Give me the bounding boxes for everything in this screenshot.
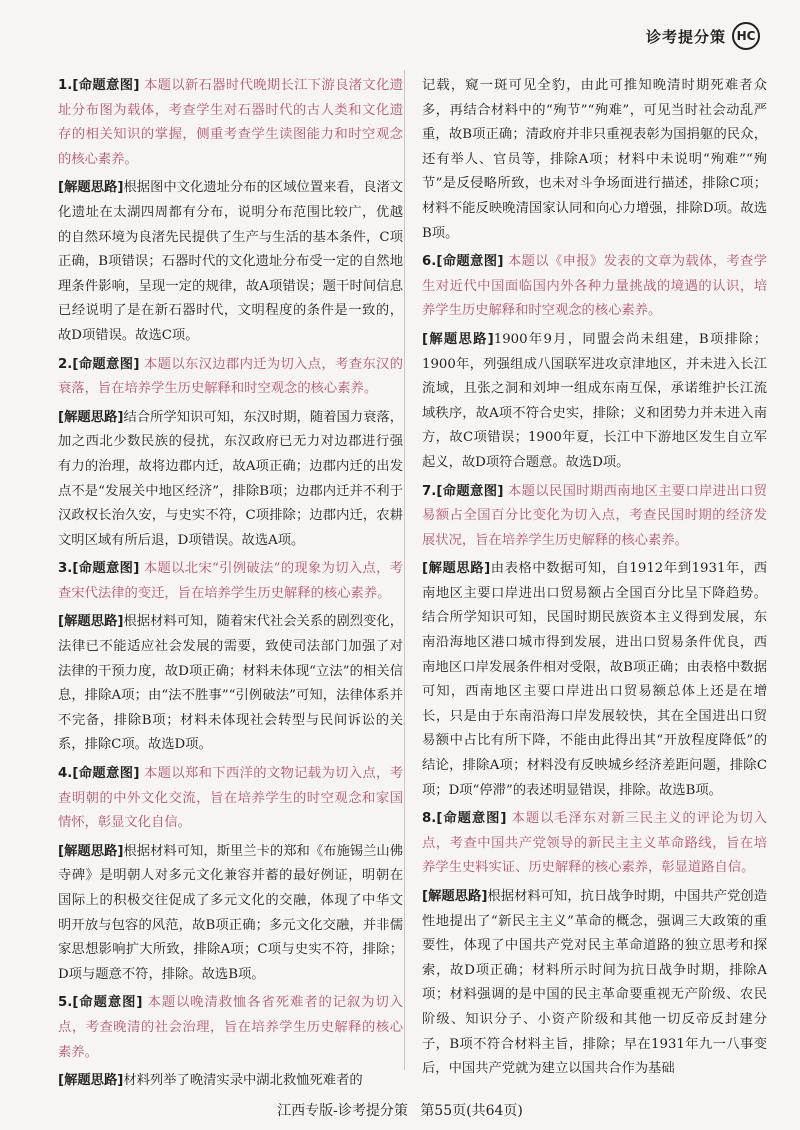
- approach-label: 解题思路: [64, 614, 118, 630]
- item-intent: 本题以晚清救恤各省死难者的记叙为切入点，考查晚清的社会治理，旨在培养学生历史解释的核心素养。: [58, 995, 404, 1060]
- approach-label: 解题思路: [428, 889, 482, 904]
- approach-label: 解题思路: [64, 180, 118, 196]
- approach-label: 解题思路: [64, 1073, 118, 1089]
- item-intent: 本题以东汉边郡内迁为切入点，考查东汉的衰落，旨在培养学生历史解释和时空观念的核心素养。: [58, 356, 404, 397]
- intent-label: 命题意图: [78, 78, 134, 93]
- item-approach: 根据材料可知，抗日战争时期，中国共产党创造性地提出了“新民主主义”革命的概念，强调三大政策的重要性，体现了中国共产党对民主革命道路的独立思考和探索，故D项正确；材料所示时间为抗日战争时期，排除A项；材料强调的是中国的民主革命要重视无产阶级、农民阶级、知识分子、小资产阶级和其他一切反帝反封建分子，B项不符合材料主旨，排除；早在1931年九一八事变后，中国共产党就为建立以国共合作为基础: [422, 889, 768, 1077]
- item-continuation: 记载，窥一斑可见全豹，由此可推知晚清时期死难者众多，再结合材料中的“殉节”“殉难”，可见当时社会动乱严重，故B项正确；清政府并非只重视表彰为国捐躯的民众，还有举人、官员等，排除A项；材料中未说明“殉难”“殉节”是反侵略所致，也未对斗争场面进行描述，排除C项；材料不能反映晚清国家认同和向心力增强，排除D项。故选B项。: [422, 78, 767, 241]
- brand-title: 诊考提分策: [645, 27, 726, 46]
- item-approach: 结合所学知识可知，东汉时期，随着国力衰落，加之西北少数民族的侵扰，东汉政府已无力对边郡进行强有力的治理，故将边郡内迁，故A项正确；边郡内迁的出发点不是“发展关中地区经济”，排除B项；边郡内迁并不利于汉政权长治久安，与史实不符，C项排除；边郡内迁，农耕文明区域有所后退，D项错误。故选A项。: [58, 409, 404, 548]
- left-column: [58, 72, 403, 1098]
- page-footer: [0, 1100, 800, 1120]
- item-intent: 本题以北宋“引例破法”的现象为切入点，考查宋代法律的变迁，旨在培养学生历史解释的核心素养。: [58, 561, 403, 601]
- approach-label: 解题思路: [428, 561, 485, 577]
- answer-item-3: 3.[命题意图] 本题以北宋“引例破法”的现象为切入点，考查宋代法律的变迁，旨在培养学生历史解释的核心素养。 [解题思路]根据材料可知，随着宋代社会关系的剧烈变化，法律已不能适应社会发展的需要，致使司法部门加强了对法律的干预力度，故D项正确；材料未体现“立法”的相关信息，排除A项；由“法不胜事”“引例破法”可知，法律体系并不完备，排除B项；材料未体现社会转型与民间诉讼的关系，排除C项。故选D项。: [58, 561, 404, 753]
- intent-label: 命题意图: [78, 561, 134, 577]
- intent-label: 命题意图: [442, 811, 501, 827]
- brand-logo-icon: HC: [732, 22, 760, 50]
- item-intent: 本题以新石器时代晚期长江下游良渚文化遗址分布图为载体，考查学生对石器时代的古人类和文化遗存的相关知识的掌握，侧重考查学生读图能力和时空观念的核心素养。: [58, 78, 404, 167]
- item-number: 7.: [422, 483, 437, 499]
- item-number: 3.: [58, 561, 73, 577]
- item-intent: 本题以毛泽东对新三民主义的评论为切入点，考查中国共产党领导的新民主主义革命路线，旨在培养学生史料实证、历史解释的核心素养，彰显道路自信。: [422, 811, 768, 876]
- item-number: 2.: [58, 356, 73, 372]
- approach-label: 解题思路: [428, 331, 488, 347]
- item-approach: 根据图中文化遗址分布的区域位置来看，良渚文化遗址在太湖四周都有分布，说明分布范围比较广，优越的自然环境为良渚先民提供了生产与生活的基本条件，C项正确，B项错误；石器时代的文化遗址分布受一定的自然地理条件影响，呈现一定的规律，故A项错误；题干时间信息已经说明了是在新石器时代，文明程度的条件是一致的，故D项错误。故选C项。: [58, 180, 404, 343]
- column-divider: [404, 70, 405, 1070]
- item-intent: 本题以《申报》发表的文章为载体，考查学生对近代中国面临国内外各种力量挑战的境遇的认识，培养学生历史解释和时空观念的核心素养。: [422, 254, 768, 319]
- answer-item-6: 6.[命题意图] 本题以《申报》发表的文章为载体，考查学生对近代中国面临国内外各种力量挑战的境遇的认识，培养学生历史解释和时空观念的核心素养。 [解题思路]1900年9月，同盟会尚未组建，B项排除；1900年，列强组成八国联军进攻京津地区，并未进入长江流域，且张之洞和刘坤一组成东南互保，承诺维护长江流域秩序，故A项不符合史实，排除；义和团势力并未进入南方，故C项错误；1900年夏，长江中下游地区发生自立军起义，故D项符合题意。故选D项。: [422, 254, 768, 470]
- intent-label: 命题意图: [442, 254, 498, 270]
- item-intent: 本题以郑和下西洋的文物记载为切入点，考查明朝的中外文化交流，旨在培养学生的时空观念和家国情怀，彰显文化自信。: [58, 766, 404, 831]
- answer-item-8: 8.[命题意图] 本题以毛泽东对新三民主义的评论为切入点，考查中国共产党领导的新民主主义革命路线，旨在培养学生史料实证、历史解释的核心素养，彰显道路自信。 [解题思路]根据材料可知，抗日战争时期，中国共产党创造性地提出了“新民主主义”革命的概念，强调三大政策的重要性，体现了中国共产党对民主革命道路的独立思考和探索，故D项正确；材料所示时间为抗日战争时期，排除A项；材料强调的是中国的民主革命要重视无产阶级、农民阶级、知识分子、小资产阶级和其他一切反帝反封建分子，B项不符合材料主旨，排除；早在1931年九一八事变后，中国共产党就为建立以国共合作为基础: [422, 811, 768, 1077]
- edition-label: 江西专版-诊考提分策: [277, 1103, 408, 1119]
- item-intent: 本题以民国时期西南地区主要口岸进出口贸易额占全国百分比变化为切入点，考查民国时期的经济发展状况，旨在培养学生历史解释的核心素养。: [422, 483, 768, 548]
- answer-item-7: 7.[命题意图] 本题以民国时期西南地区主要口岸进出口贸易额占全国百分比变化为切入点，考查民国时期的经济发展状况，旨在培养学生历史解释的核心素养。 [解题思路]由表格中数据可知，自1912年到1931年，西南地区主要口岸进出口贸易额占全国百分比呈下降趋势。结合所学知识可知，民国时期民族资本主义得到发展，东南沿海地区港口城市得到发展，进出口贸易条件优良，西南地区口岸发展条件相对受限，故B项正确；由表格中数据可知，西南地区主要口岸进出口贸易额总体上还是在增长，只是由于东南沿海口岸发展较快，其在全国进出口贸易额中占比有所下降，不能由此得出其“开放程度降低”的结论，排除A项；材料没有反映城乡经济差距问题，排除C项；D项“停滞”的表述明显错误，排除。故选B项。: [422, 483, 768, 798]
- item-number: 6.: [422, 254, 437, 270]
- approach-label: 解题思路: [64, 843, 118, 859]
- answer-item-1: 1.[命题意图] 本题以新石器时代晚期长江下游良渚文化遗址分布图为载体，考查学生对石器时代的古人类和文化遗存的相关知识的掌握，侧重考查学生读图能力和时空观念的核心素养。 [解题思路]根据图中文化遗址分布的区域位置来看，良渚文化遗址在太湖四周都有分布，说明分布范围比较广，优越的自然环境为良渚先民提供了生产与生活的基本条件，C项正确，B项错误；石器时代的文化遗址分布受一定的自然地理条件影响，呈现一定的规律，故A项错误；题干时间信息已经说明了是在新石器时代，文明程度的条件是一致的，故D项错误。故选C项。: [58, 78, 404, 343]
- intent-label: 命题意图: [78, 766, 134, 782]
- page-header: [646, 22, 760, 50]
- intent-label: 命题意图: [78, 356, 134, 372]
- answer-item-2: 2.[命题意图] 本题以东汉边郡内迁为切入点，考查东汉的衰落，旨在培养学生历史解释和时空观念的核心素养。 [解题思路]结合所学知识可知，东汉时期，随着国力衰落，加之西北少数民族的侵扰，东汉政府已无力对边郡进行强有力的治理，故将边郡内迁，故A项正确；边郡内迁的出发点不是“发展关中地区经济”，排除B项；边郡内迁并不利于汉政权长治久安，与史实不符，C项排除；边郡内迁，农耕文明区域有所后退，D项错误。故选A项。: [58, 356, 404, 548]
- item-number: 4.: [58, 766, 73, 782]
- answer-item-4: 4.[命题意图] 本题以郑和下西洋的文物记载为切入点，考查明朝的中外文化交流，旨在培养学生的时空观念和家国情怀，彰显文化自信。 [解题思路]根据材料可知，斯里兰卡的郑和《布施锡兰山佛寺碑》是明朝人对多元文化兼容并蓄的最好例证，明朝在国际上的积极交往促成了多元文化的交融，体现了中华文明开放与包容的风范，故B项正确；多元文化交融，并非儒家思想影响扩大所致，排除A项；C项与史实不符，排除；D项与题意不符，排除。故选B项。: [58, 766, 404, 982]
- answer-item-5: 5.[命题意图] 本题以晚清救恤各省死难者的记叙为切入点，考查晚清的社会治理，旨在培养学生历史解释的核心素养。 [解题思路]材料列举了晚清实录中湖北救恤死难者的: [58, 995, 404, 1089]
- intent-label: 命题意图: [78, 995, 137, 1011]
- item-approach: 材料列举了晚清实录中湖北救恤死难者的: [123, 1073, 363, 1089]
- answer-item-5-continued: [422, 74, 767, 246]
- approach-label: 解题思路: [64, 409, 118, 425]
- item-approach: 1900年9月，同盟会尚未组建，B项排除；1900年，列强组成八国联军进攻京津地区，并未进入长江流域，且张之洞和刘坤一组成东南互保，承诺维护长江流域秩序，故A项不符合史实，排除；义和团势力并未进入南方，故C项错误；1900年夏，长江中下游地区发生自立军起义，故D项符合题意。故选D项。: [422, 331, 768, 470]
- item-approach: 根据材料可知，随着宋代社会关系的剧烈变化，法律已不能适应社会发展的需要，致使司法部门加强了对法律的干预力度，故D项正确；材料未体现“立法”的相关信息，排除A项；由“法不胜事”“引例破法”可知，法律体系并不完备，排除B项；材料未体现社会转型与民间诉讼的关系，排除C项。故选D项。: [58, 614, 404, 753]
- item-number: 8.: [422, 811, 437, 827]
- item-number: 5.: [58, 995, 73, 1011]
- item-approach: 由表格中数据可知，自1912年到1931年，西南地区主要口岸进出口贸易额占全国百分比呈下降趋势。结合所学知识可知，民国时期民族资本主义得到发展，东南沿海地区港口城市得到发展，进出口贸易条件优良，西南地区口岸发展条件相对受限，故B项正确；由表格中数据可知，西南地区主要口岸进出口贸易额总体上还是在增长，只是由于东南沿海口岸发展较快，其在全国进出口贸易额中占比有所下降，不能由此得出其“开放程度降低”的结论，排除A项；材料没有反映城乡经济差距问题，排除C项；D项“停滞”的表述明显错误，排除。故选B项。: [422, 561, 768, 798]
- right-column: [422, 72, 767, 1086]
- item-approach: 根据材料可知，斯里兰卡的郑和《布施锡兰山佛寺碑》是明朝人对多元文化兼容并蓄的最好例证，明朝在国际上的积极交往促成了多元文化的交融，体现了中华文明开放与包容的风范，故B项正确；多元文化交融，并非儒家思想影响扩大所致，排除A项；C项与史实不符，排除；D项与题意不符，排除。故选B项。: [58, 843, 404, 982]
- page-number: 第55页(共64页): [420, 1103, 523, 1119]
- intent-label: 命题意图: [442, 483, 498, 499]
- item-number: 1.: [58, 78, 73, 93]
